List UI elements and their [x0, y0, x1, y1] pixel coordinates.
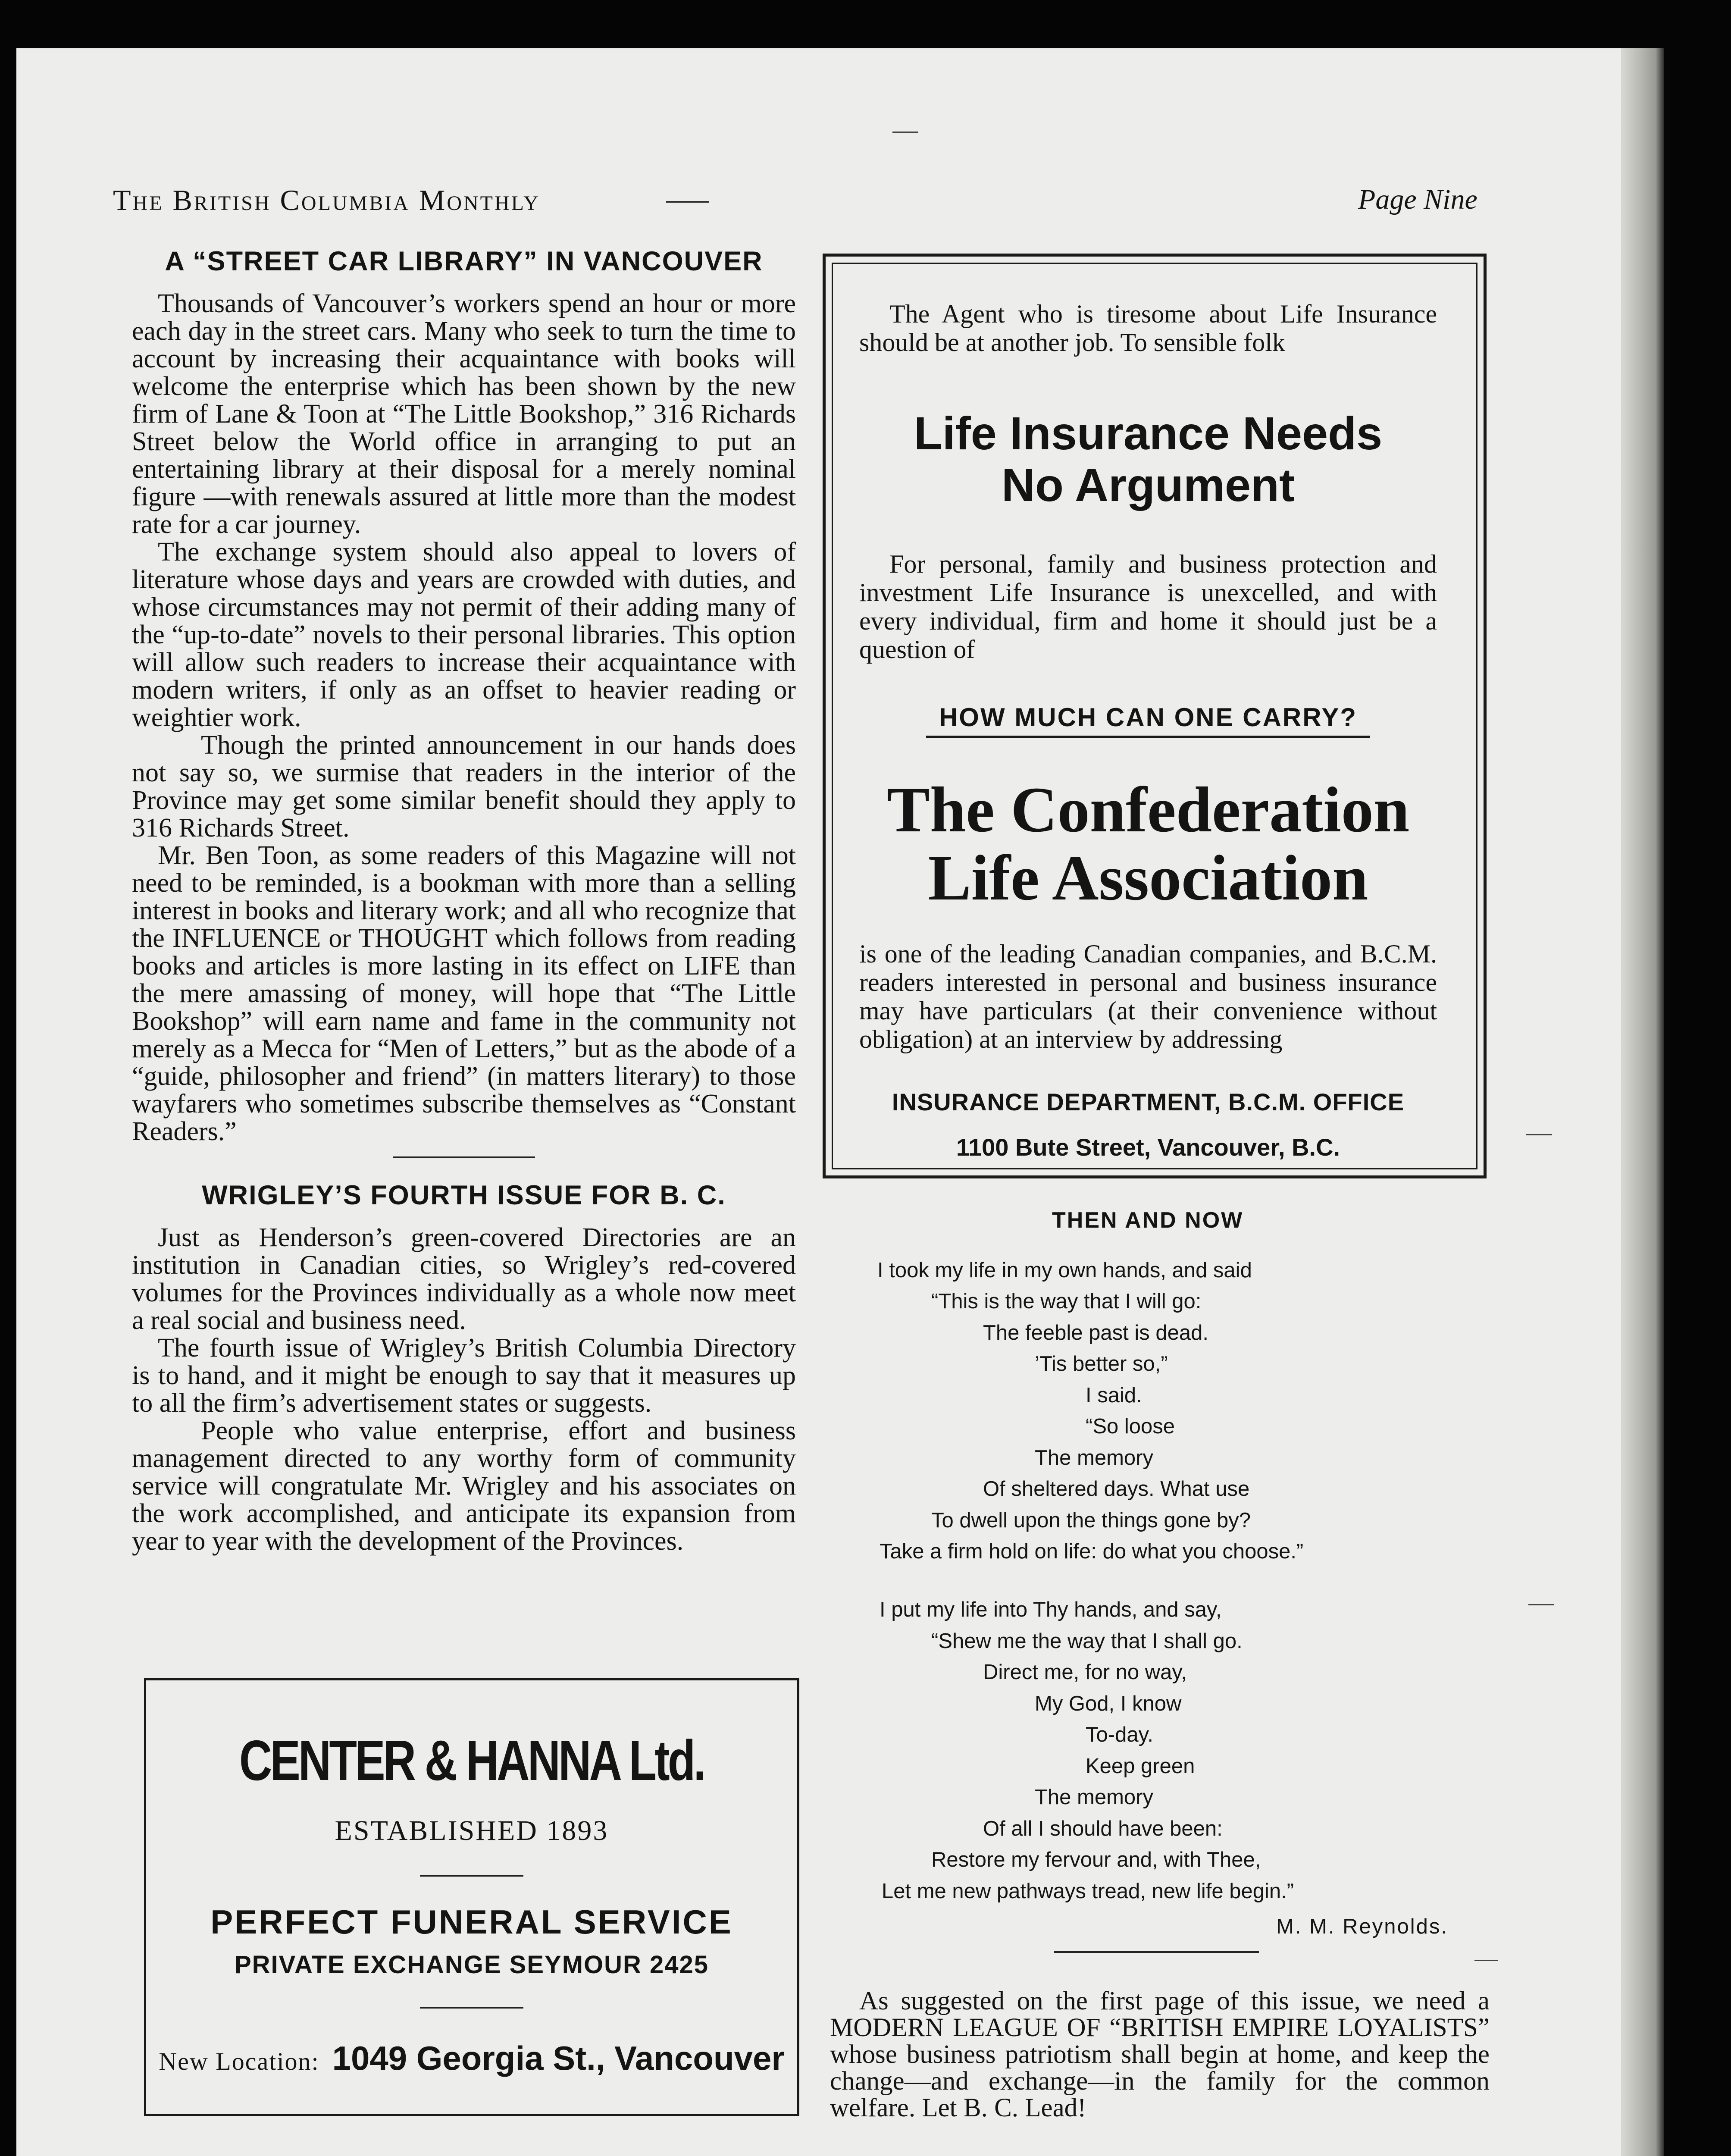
poem-line: I put my life into Thy hands, and say,	[880, 1598, 1222, 1621]
edge-mark	[892, 132, 918, 133]
insurance-question: HOW MUCH CAN ONE CARRY?	[939, 703, 1358, 732]
article-paragraph: People who value enterprise, effort and business management directed to any worthy form of community service will congratulate Mr. Wrigley and his associates on the work accomplished, and anticipate its expansion from year to year with the development of the Provinces.	[132, 1416, 796, 1556]
article-paragraph: Though the printed announcement in our hands does not say so, we surmise that readers in the interior of the Province may get some similar benefit should they apply to 316 Richards Street.	[132, 730, 796, 843]
poem-line: Take a firm hold on life: do what you choose.”	[880, 1540, 1304, 1563]
poem-line: The feeble past is dead.	[983, 1321, 1209, 1344]
ad-location	[146, 2039, 797, 2078]
article-title: A “STREET CAR LIBRARY” IN VANCOUVER	[165, 246, 763, 276]
article-paragraph: The fourth issue of Wrigley’s British Columbia Directory is to hand, and it might be enough to say that it measures up to all the firm’s advertisement states or suggests.	[132, 1333, 796, 1418]
article-paragraph: Just as Henderson’s green-covered Directories are an institution in Canadian cities, so Wrigley’s red-covered volumes for the Provinces individually as a whole now meet a real social and business need.	[132, 1223, 796, 1335]
poem-line: ’Tis better so,”	[1035, 1352, 1168, 1376]
ad-location-address: 1049 Georgia St., Vancouver	[332, 2039, 785, 2077]
poem-line: I said.	[1086, 1384, 1142, 1407]
poem-author: M. M. Reynolds.	[1276, 1915, 1448, 1938]
poem-title: THEN AND NOW	[1052, 1208, 1244, 1233]
insurance-company-line: The Confederation	[886, 774, 1410, 846]
poem-line: To-day.	[1086, 1723, 1154, 1746]
ad-divider	[420, 1875, 523, 1877]
poem-line: Of all I should have been:	[983, 1817, 1223, 1840]
center-hanna-ad	[144, 1678, 799, 2116]
insurance-company	[859, 776, 1437, 912]
article-paragraph: The exchange system should also appeal to lovers of literature whose days and years are crowded with duties, and whose circumstances may not permit of their adding many of the “up-to-date” novels to their personal libraries. This option will allow such readers to increase their acquaintance with modern writers, if only as an offset to heavier reading or weightier work.	[132, 537, 796, 732]
poem-line: Of sheltered days. What use	[983, 1477, 1250, 1501]
poem-line: “This is the way that I will go:	[931, 1290, 1202, 1313]
ad-established: ESTABLISHED 1893	[335, 1815, 609, 1846]
poem-line: “Shew me the way that I shall go.	[931, 1630, 1243, 1653]
insurance-department: INSURANCE DEPARTMENT, B.C.M. OFFICE	[892, 1088, 1405, 1116]
ad-company-name: CENTER & HANNA Ltd.	[239, 1729, 704, 1792]
poem-line: Keep green	[1086, 1755, 1195, 1778]
poem-line: I took my life in my own hands, and said	[877, 1259, 1252, 1282]
page-number: Page Nine	[1358, 184, 1477, 215]
article-title: WRIGLEY’S FOURTH ISSUE FOR B. C.	[202, 1180, 726, 1210]
section-divider	[393, 1156, 535, 1158]
insurance-intro: The Agent who is tiresome about Life Insurance should be at another job. To sensible folk	[859, 300, 1437, 357]
page-edge	[1621, 48, 1664, 2156]
ad-service: PERFECT FUNERAL SERVICE	[210, 1903, 733, 1941]
poem-line: My God, I know	[1035, 1692, 1182, 1715]
poem-line: “So loose	[1086, 1415, 1175, 1438]
poem-line: Direct me, for no way,	[983, 1661, 1187, 1684]
insurance-headline-line: Life Insurance Needs	[914, 407, 1383, 459]
insurance-question-underline	[926, 736, 1370, 738]
article-paragraph: Mr. Ben Toon, as some readers of this Magazine will not need to be reminded, is a bookman with more than a selling interest in books and literary work; and all who recognize that the INFLUENCE or THOUGHT which follows from reading books and articles is more lasting in its effect on LIFE than the mere amassing of money, will hope that “The Little Bookshop” will earn name and fame in the community not merely as a Mecca for “Men of Letters,” but as the abode of a “guide, philosopher and friend” (in matters literary) to those wayfarers who sometimes subscribe themselves as “Constant Readers.”	[132, 841, 796, 1146]
article-paragraph: Thousands of Vancouver’s workers spend an hour or more each day in the street cars. Many who seek to turn the time to account by increasing their acquaintance with books will welcome the enterprise which has been shown by the new firm of Lane & Toon at “The Little Bookshop,” 316 Richards Street below the World office in arranging to put an entertaining library at their disposal for a merely nominal figure —with renewals assured at little more than the modest rate for a car journey.	[132, 289, 796, 539]
closing-note: As suggested on the first page of this issue, we need a MODERN LEAGUE OF “BRITISH EMPIRE LOYALISTS” whose business patriotism shall begin at home, and keep the change—and exchange—in the family for the common welfare. Let B. C. Lead!	[830, 1987, 1490, 2122]
edge-mark	[1526, 1134, 1552, 1135]
ad-location-label: New Location:	[159, 2047, 319, 2075]
poem-line: Restore my fervour and, with Thee,	[931, 1848, 1261, 1871]
left-column	[132, 246, 796, 1555]
insurance-body: is one of the leading Canadian companies, and B.C.M. readers interested in personal and business insurance may have particulars (at their convenience without obligation) at an interview by addressing	[859, 940, 1437, 1053]
insurance-ad-content	[859, 300, 1437, 1161]
running-head: The British Columbia Monthly	[113, 184, 540, 216]
insurance-headline-line: No Argument	[1002, 459, 1295, 511]
insurance-ad	[823, 254, 1487, 1178]
poem-line: The memory	[1035, 1786, 1154, 1809]
poem-line: Let me new pathways tread, new life begin.”	[882, 1880, 1294, 1903]
poem-line: The memory	[1035, 1446, 1154, 1470]
insurance-body: For personal, family and business protection and investment Life Insurance is unexcelled, and with every individual, firm and home it should just be a question of	[859, 550, 1437, 664]
insurance-headline	[859, 407, 1437, 511]
header-dash	[666, 201, 709, 203]
insurance-address: 1100 Bute Street, Vancouver, B.C.	[956, 1134, 1340, 1161]
edge-mark	[1474, 1960, 1498, 1961]
ad-divider	[420, 2007, 523, 2009]
ad-phone-exchange: PRIVATE EXCHANGE SEYMOUR 2425	[234, 1951, 709, 1979]
edge-mark	[1528, 1604, 1554, 1605]
poem-divider	[1054, 1951, 1259, 1953]
insurance-company-line: Life Association	[928, 842, 1368, 914]
poem-line: To dwell upon the things gone by?	[931, 1509, 1251, 1532]
